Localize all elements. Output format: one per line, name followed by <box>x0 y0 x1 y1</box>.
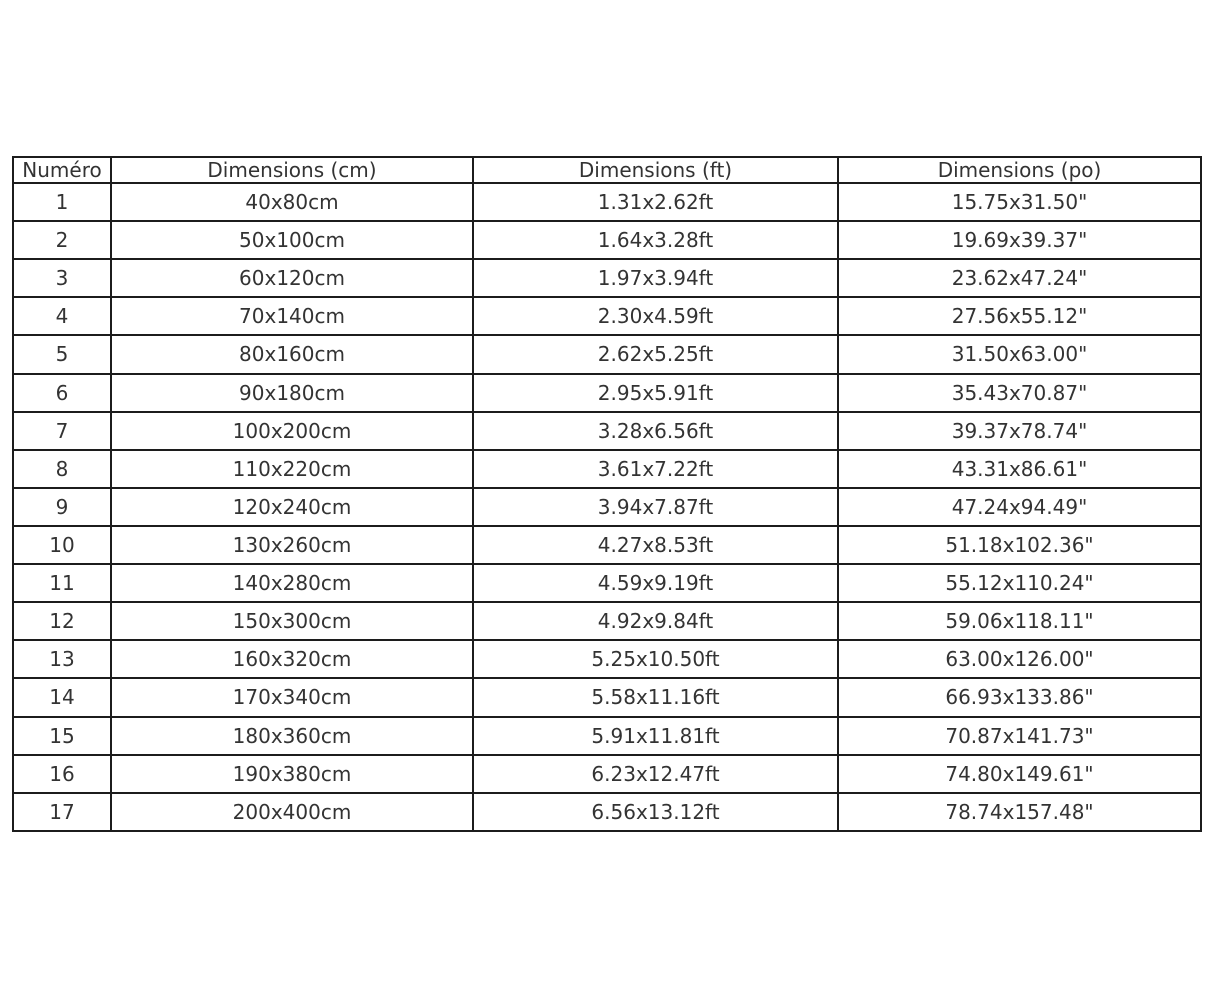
cell-dimensions-cm: 180x360cm <box>111 717 473 755</box>
cell-dimensions-cm: 170x340cm <box>111 678 473 716</box>
cell-numero: 12 <box>13 602 111 640</box>
header-row <box>13 157 1201 183</box>
table-row <box>13 678 1201 716</box>
cell-dimensions-ft: 2.95x5.91ft <box>473 374 838 412</box>
table-row <box>13 412 1201 450</box>
cell-dimensions-ft: 4.27x8.53ft <box>473 526 838 564</box>
cell-dimensions-po: 35.43x70.87" <box>838 374 1201 412</box>
cell-dimensions-cm: 100x200cm <box>111 412 473 450</box>
cell-numero: 7 <box>13 412 111 450</box>
cell-numero: 10 <box>13 526 111 564</box>
cell-dimensions-cm: 80x160cm <box>111 335 473 373</box>
cell-dimensions-po: 66.93x133.86" <box>838 678 1201 716</box>
cell-dimensions-po: 23.62x47.24" <box>838 259 1201 297</box>
cell-numero: 16 <box>13 755 111 793</box>
cell-dimensions-cm: 200x400cm <box>111 793 473 831</box>
cell-dimensions-po: 59.06x118.11" <box>838 602 1201 640</box>
cell-numero: 9 <box>13 488 111 526</box>
cell-dimensions-cm: 60x120cm <box>111 259 473 297</box>
table-row <box>13 526 1201 564</box>
cell-numero: 13 <box>13 640 111 678</box>
cell-dimensions-ft: 3.28x6.56ft <box>473 412 838 450</box>
cell-dimensions-cm: 50x100cm <box>111 221 473 259</box>
cell-numero: 15 <box>13 717 111 755</box>
cell-numero: 3 <box>13 259 111 297</box>
cell-numero: 14 <box>13 678 111 716</box>
cell-dimensions-ft: 5.58x11.16ft <box>473 678 838 716</box>
cell-dimensions-po: 51.18x102.36" <box>838 526 1201 564</box>
column-header-dimensions-cm: Dimensions (cm) <box>111 157 473 183</box>
table-row <box>13 183 1201 221</box>
cell-dimensions-cm: 140x280cm <box>111 564 473 602</box>
cell-dimensions-ft: 4.59x9.19ft <box>473 564 838 602</box>
table-row <box>13 793 1201 831</box>
cell-dimensions-po: 55.12x110.24" <box>838 564 1201 602</box>
cell-dimensions-ft: 2.62x5.25ft <box>473 335 838 373</box>
table-row <box>13 717 1201 755</box>
cell-dimensions-ft: 6.23x12.47ft <box>473 755 838 793</box>
cell-dimensions-po: 19.69x39.37" <box>838 221 1201 259</box>
cell-dimensions-po: 63.00x126.00" <box>838 640 1201 678</box>
cell-numero: 1 <box>13 183 111 221</box>
cell-numero: 11 <box>13 564 111 602</box>
cell-dimensions-ft: 2.30x4.59ft <box>473 297 838 335</box>
cell-dimensions-po: 47.24x94.49" <box>838 488 1201 526</box>
column-header-dimensions-ft: Dimensions (ft) <box>473 157 838 183</box>
cell-dimensions-ft: 6.56x13.12ft <box>473 793 838 831</box>
cell-dimensions-ft: 3.94x7.87ft <box>473 488 838 526</box>
table-row <box>13 374 1201 412</box>
table-body <box>13 183 1201 831</box>
table-row <box>13 488 1201 526</box>
column-header-dimensions-po: Dimensions (po) <box>838 157 1201 183</box>
table-row <box>13 602 1201 640</box>
cell-dimensions-po: 39.37x78.74" <box>838 412 1201 450</box>
table-row <box>13 259 1201 297</box>
table-row <box>13 297 1201 335</box>
table-row <box>13 335 1201 373</box>
table-row <box>13 755 1201 793</box>
cell-dimensions-po: 27.56x55.12" <box>838 297 1201 335</box>
cell-dimensions-cm: 110x220cm <box>111 450 473 488</box>
cell-dimensions-cm: 160x320cm <box>111 640 473 678</box>
cell-dimensions-po: 31.50x63.00" <box>838 335 1201 373</box>
cell-dimensions-ft: 5.91x11.81ft <box>473 717 838 755</box>
cell-dimensions-po: 15.75x31.50" <box>838 183 1201 221</box>
cell-numero: 8 <box>13 450 111 488</box>
cell-dimensions-po: 70.87x141.73" <box>838 717 1201 755</box>
table-row <box>13 450 1201 488</box>
cell-numero: 2 <box>13 221 111 259</box>
cell-numero: 5 <box>13 335 111 373</box>
cell-dimensions-po: 78.74x157.48" <box>838 793 1201 831</box>
cell-dimensions-cm: 120x240cm <box>111 488 473 526</box>
cell-dimensions-ft: 4.92x9.84ft <box>473 602 838 640</box>
table-row <box>13 221 1201 259</box>
cell-dimensions-cm: 70x140cm <box>111 297 473 335</box>
cell-numero: 17 <box>13 793 111 831</box>
cell-dimensions-cm: 40x80cm <box>111 183 473 221</box>
cell-dimensions-ft: 1.64x3.28ft <box>473 221 838 259</box>
table-row <box>13 640 1201 678</box>
cell-dimensions-cm: 90x180cm <box>111 374 473 412</box>
cell-numero: 6 <box>13 374 111 412</box>
column-header-numero: Numéro <box>13 157 111 183</box>
cell-dimensions-ft: 3.61x7.22ft <box>473 450 838 488</box>
cell-dimensions-po: 74.80x149.61" <box>838 755 1201 793</box>
cell-numero: 4 <box>13 297 111 335</box>
dimensions-table <box>12 156 1202 832</box>
cell-dimensions-po: 43.31x86.61" <box>838 450 1201 488</box>
cell-dimensions-cm: 130x260cm <box>111 526 473 564</box>
cell-dimensions-ft: 1.97x3.94ft <box>473 259 838 297</box>
cell-dimensions-ft: 1.31x2.62ft <box>473 183 838 221</box>
cell-dimensions-cm: 150x300cm <box>111 602 473 640</box>
cell-dimensions-cm: 190x380cm <box>111 755 473 793</box>
table-row <box>13 564 1201 602</box>
cell-dimensions-ft: 5.25x10.50ft <box>473 640 838 678</box>
